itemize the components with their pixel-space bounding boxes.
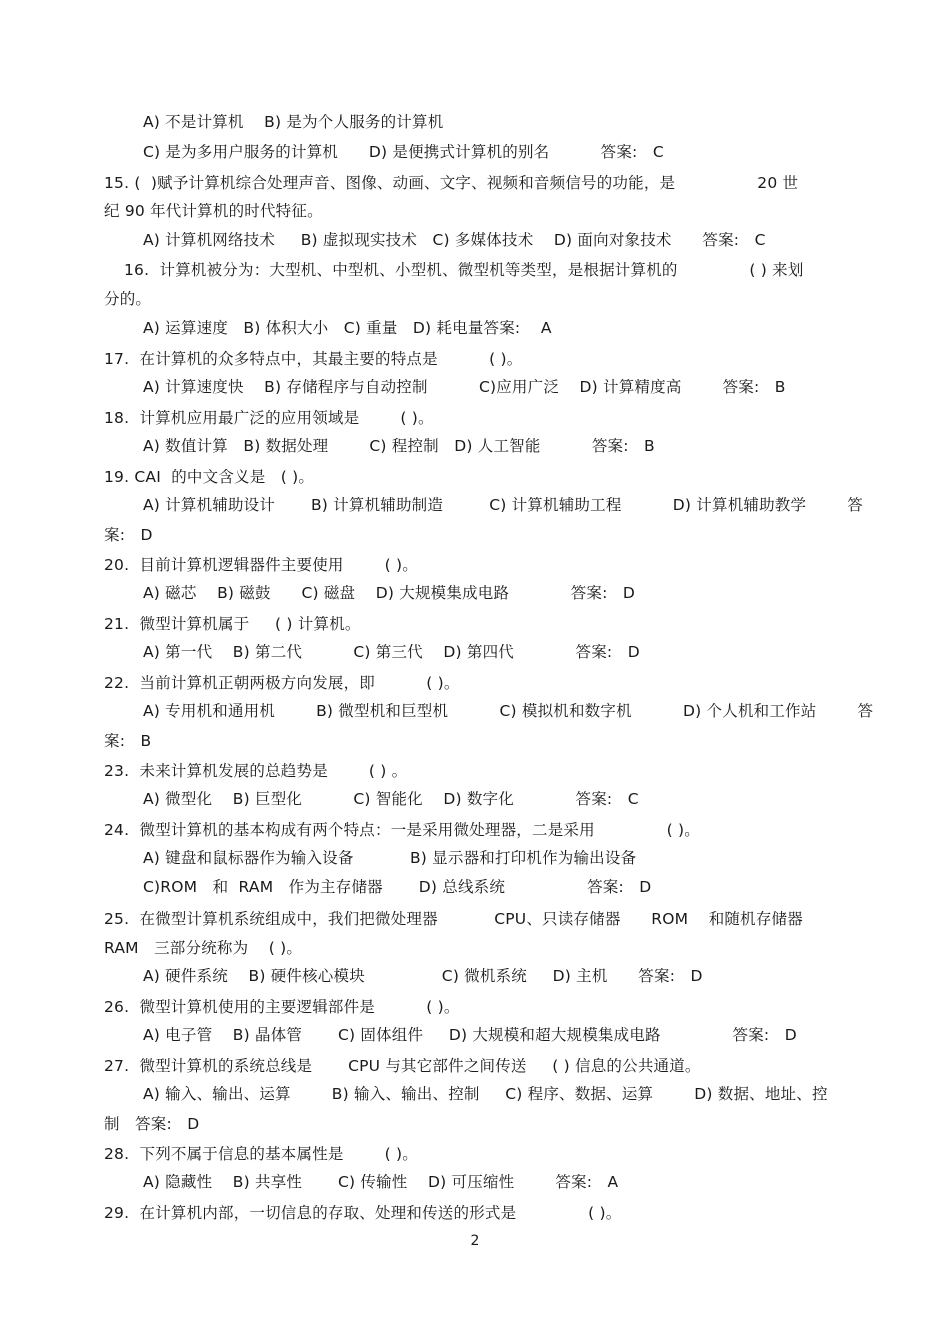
text-line: 案: D: [104, 526, 153, 544]
options-line: A) 硬件系统 B) 硬件核心模块 C) 微机系统 D) 主机 答案: D: [143, 967, 703, 985]
options-line: A) 专用机和通用机 B) 微型机和巨型机 C) 模拟机和数字机 D) 个人机和工作站 答: [143, 702, 874, 720]
text-line: RAM 三部分统称为 ( )。: [104, 939, 303, 957]
question-line: 17. 在计算机的众多特点中，其最主要的特点是 ( )。: [104, 350, 523, 368]
question-line: 20. 目前计算机逻辑器件主要使用 ( )。: [104, 556, 418, 574]
options-line: A) 电子管 B) 晶体管 C) 固体组件 D) 大规模和超大规模集成电路 答案: D: [143, 1026, 797, 1044]
options-line: A) 数值计算 B) 数据处理 C) 程控制 D) 人工智能 答案: B: [143, 437, 655, 455]
options-line: A) 第一代 B) 第二代 C) 第三代 D) 第四代 答案: D: [143, 643, 640, 661]
text-line: 纪 90 年代计算机的时代特征。: [104, 202, 323, 220]
question-line: 24. 微型计算机的基本构成有两个特点：一是采用微处理器，二是采用 ( )。: [104, 821, 700, 839]
options-line: C)ROM 和 RAM 作为主存储器 D) 总线系统 答案: D: [143, 878, 652, 896]
question-line: 21. 微型计算机属于 ( ) 计算机。: [104, 615, 361, 633]
question-line: 25. 在微型计算机系统组成中，我们把微处理器 CPU、只读存储器 ROM 和随机存储器: [104, 910, 803, 928]
options-line: A) 微型化 B) 巨型化 C) 智能化 D) 数字化 答案: C: [143, 790, 639, 808]
question-line: 28. 下列不属于信息的基本属性是 ( )。: [104, 1145, 418, 1163]
question-line: 29. 在计算机内部，一切信息的存取、处理和传送的形式是 ( )。: [104, 1204, 622, 1222]
options-line: A) 键盘和鼠标器作为输入设备 B) 显示器和打印机作为输出设备: [143, 849, 637, 867]
question-line: 22. 当前计算机正朝两极方向发展，即 ( )。: [104, 674, 460, 692]
options-line: A) 计算速度快 B) 存储程序与自动控制 C)应用广泛 D) 计算精度高 答案: B: [143, 378, 786, 396]
options-line: A) 隐藏性 B) 共享性 C) 传输性 D) 可压缩性 答案: A: [143, 1173, 619, 1191]
options-line: A) 运算速度 B) 体积大小 C) 重量 D) 耗电量答案: A: [143, 319, 552, 337]
question-line: 27. 微型计算机的系统总线是 CPU 与其它部件之间传送 ( ) 信息的公共通道。: [104, 1057, 701, 1075]
question-line: 26. 微型计算机使用的主要逻辑部件是 ( )。: [104, 998, 460, 1016]
text-line: A) 不是计算机 B) 是为个人服务的计算机: [143, 113, 444, 131]
options-line: A) 计算机辅助设计 B) 计算机辅助制造 C) 计算机辅助工程 D) 计算机辅助教学 答: [143, 496, 863, 514]
question-line: 15. ( )赋予计算机综合处理声音、图像、动画、文字、视频和音频信号的功能，是 20 世: [104, 174, 799, 192]
text-line: 分的。: [104, 290, 152, 308]
question-line: 18. 计算机应用最广泛的应用领域是 ( )。: [104, 409, 434, 427]
text-line: C) 是为多用户服务的计算机 D) 是便携式计算机的别名 答案: C: [143, 143, 664, 161]
options-line: A) 磁芯 B) 磁鼓 C) 磁盘 D) 大规模集成电路 答案: D: [143, 584, 636, 602]
page-number: 2: [470, 1233, 480, 1249]
text-line: 制 答案: D: [104, 1115, 200, 1133]
options-line: A) 计算机网络技术 B) 虚拟现实技术 C) 多媒体技术 D) 面向对象技术 答案: C: [143, 231, 766, 249]
question-line: 19. CAI 的中文含义是 ( )。: [104, 468, 315, 486]
question-line: 16. 计算机被分为：大型机、中型机、小型机、微型机等类型，是根据计算机的 ( ) 来划: [124, 261, 804, 279]
text-line: 案: B: [104, 732, 152, 750]
question-line: 23. 未来计算机发展的总趋势是 ( ) 。: [104, 762, 408, 780]
options-line: A) 输入、输出、运算 B) 输入、输出、控制 C) 程序、数据、运算 D) 数据、地址、控: [143, 1085, 828, 1103]
